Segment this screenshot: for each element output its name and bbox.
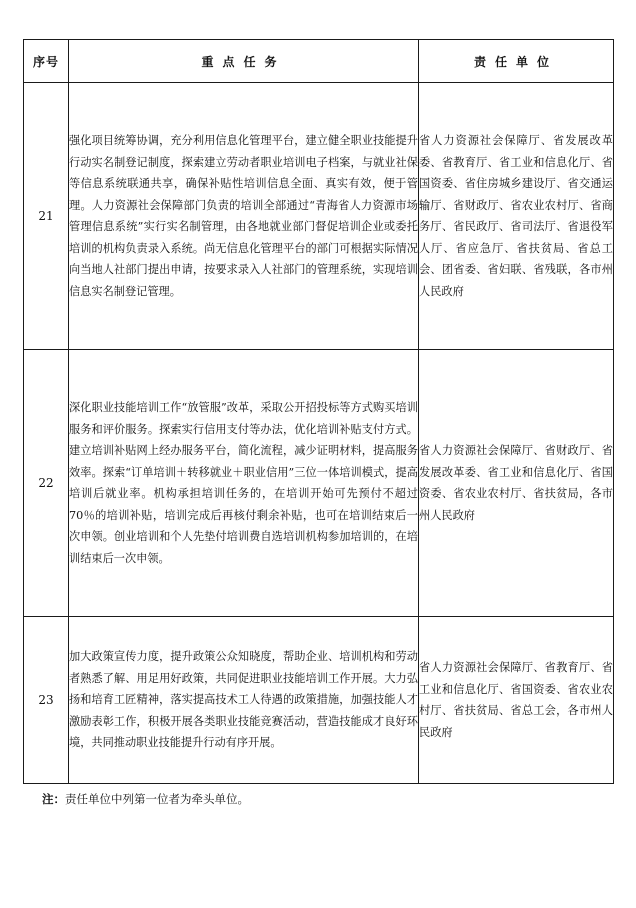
row-number: 23 — [24, 617, 69, 784]
header-responsible-unit: 责任单位 — [419, 40, 614, 83]
header-key-tasks: 重点任务 — [69, 40, 419, 83]
footnote-text: 责任单位中列第一位者为牵头单位。 — [65, 792, 249, 806]
footnote — [42, 789, 249, 809]
task-table — [23, 39, 614, 784]
footnote-label: 注： — [42, 792, 65, 806]
task-description: 深化职业技能培训工作“放管服”改革，采取公开招投标等方式购买培训服务和评价服务。探索实行信用支付等办法，优化培训补贴支付方式。建立培训补贴网上经办服务平台，简化流程，减少证明材料，提高服务效率。探索“订单培训＋转移就业＋职业信用”三位一体培训模式，提高培训后就业率。机构承担培训任务的，在培训开始可先预付不超过70％的培训补贴，培训完成后再核付剩余补贴，也可在培训结束后一次申领。创业培训和个人先垫付培训费自选培训机构参加培训的，在培训结束后一次申领。 — [69, 350, 419, 617]
responsible-units: 省人力资源社会保障厅、省财政厅、省发展改革委、省工业和信息化厅、省国资委、省农业农村厅、省扶贫局，各市州人民政府 — [419, 350, 614, 617]
table-row — [24, 83, 614, 350]
row-number: 22 — [24, 350, 69, 617]
table-header-row — [24, 40, 614, 83]
task-description: 加大政策宣传力度，提升政策公众知晓度，帮助企业、培训机构和劳动者熟悉了解、用足用好政策，共同促进职业技能培训工作开展。大力弘扬和培育工匠精神，落实提高技术工人待遇的政策措施，加强技能人才激励表彰工作，积极开展各类职业技能竞赛活动，营造技能成才良好环境，共同推动职业技能提升行动有序开展。 — [69, 617, 419, 784]
table-row — [24, 350, 614, 617]
row-number: 21 — [24, 83, 69, 350]
header-serial-number: 序号 — [24, 40, 69, 83]
responsible-units: 省人力资源社会保障厅、省发展改革委、省教育厅、省工业和信息化厅、省国资委、省住房城乡建设厅、省交通运输厅、省财政厅、省农业农村厅、省商务厅、省民政厅、省司法厅、省退役军人厅、省应急厅、省扶贫局、省总工会、团省委、省妇联、省残联，各市州人民政府 — [419, 83, 614, 350]
responsible-units: 省人力资源社会保障厅、省教育厅、省工业和信息化厅、省国资委、省农业农村厅、省扶贫局、省总工会，各市州人民政府 — [419, 617, 614, 784]
task-description: 强化项目统筹协调，充分利用信息化管理平台，建立健全职业技能提升行动实名制登记制度，探索建立劳动者职业培训电子档案，与就业社保等信息系统联通共享，确保补贴性培训信息全面、真实有效，便于管理。人力资源社会保障部门负责的培训全部通过“青海省人力资源市场管理信息系统”实行实名制管理，由各地就业部门督促培训企业或委托培训的机构负责录入系统。尚无信息化管理平台的部门可根据实际情况向当地人社部门提出申请，按要求录入人社部门的管理系统，实现培训信息实名制登记管理。 — [69, 83, 419, 350]
table-row — [24, 617, 614, 784]
